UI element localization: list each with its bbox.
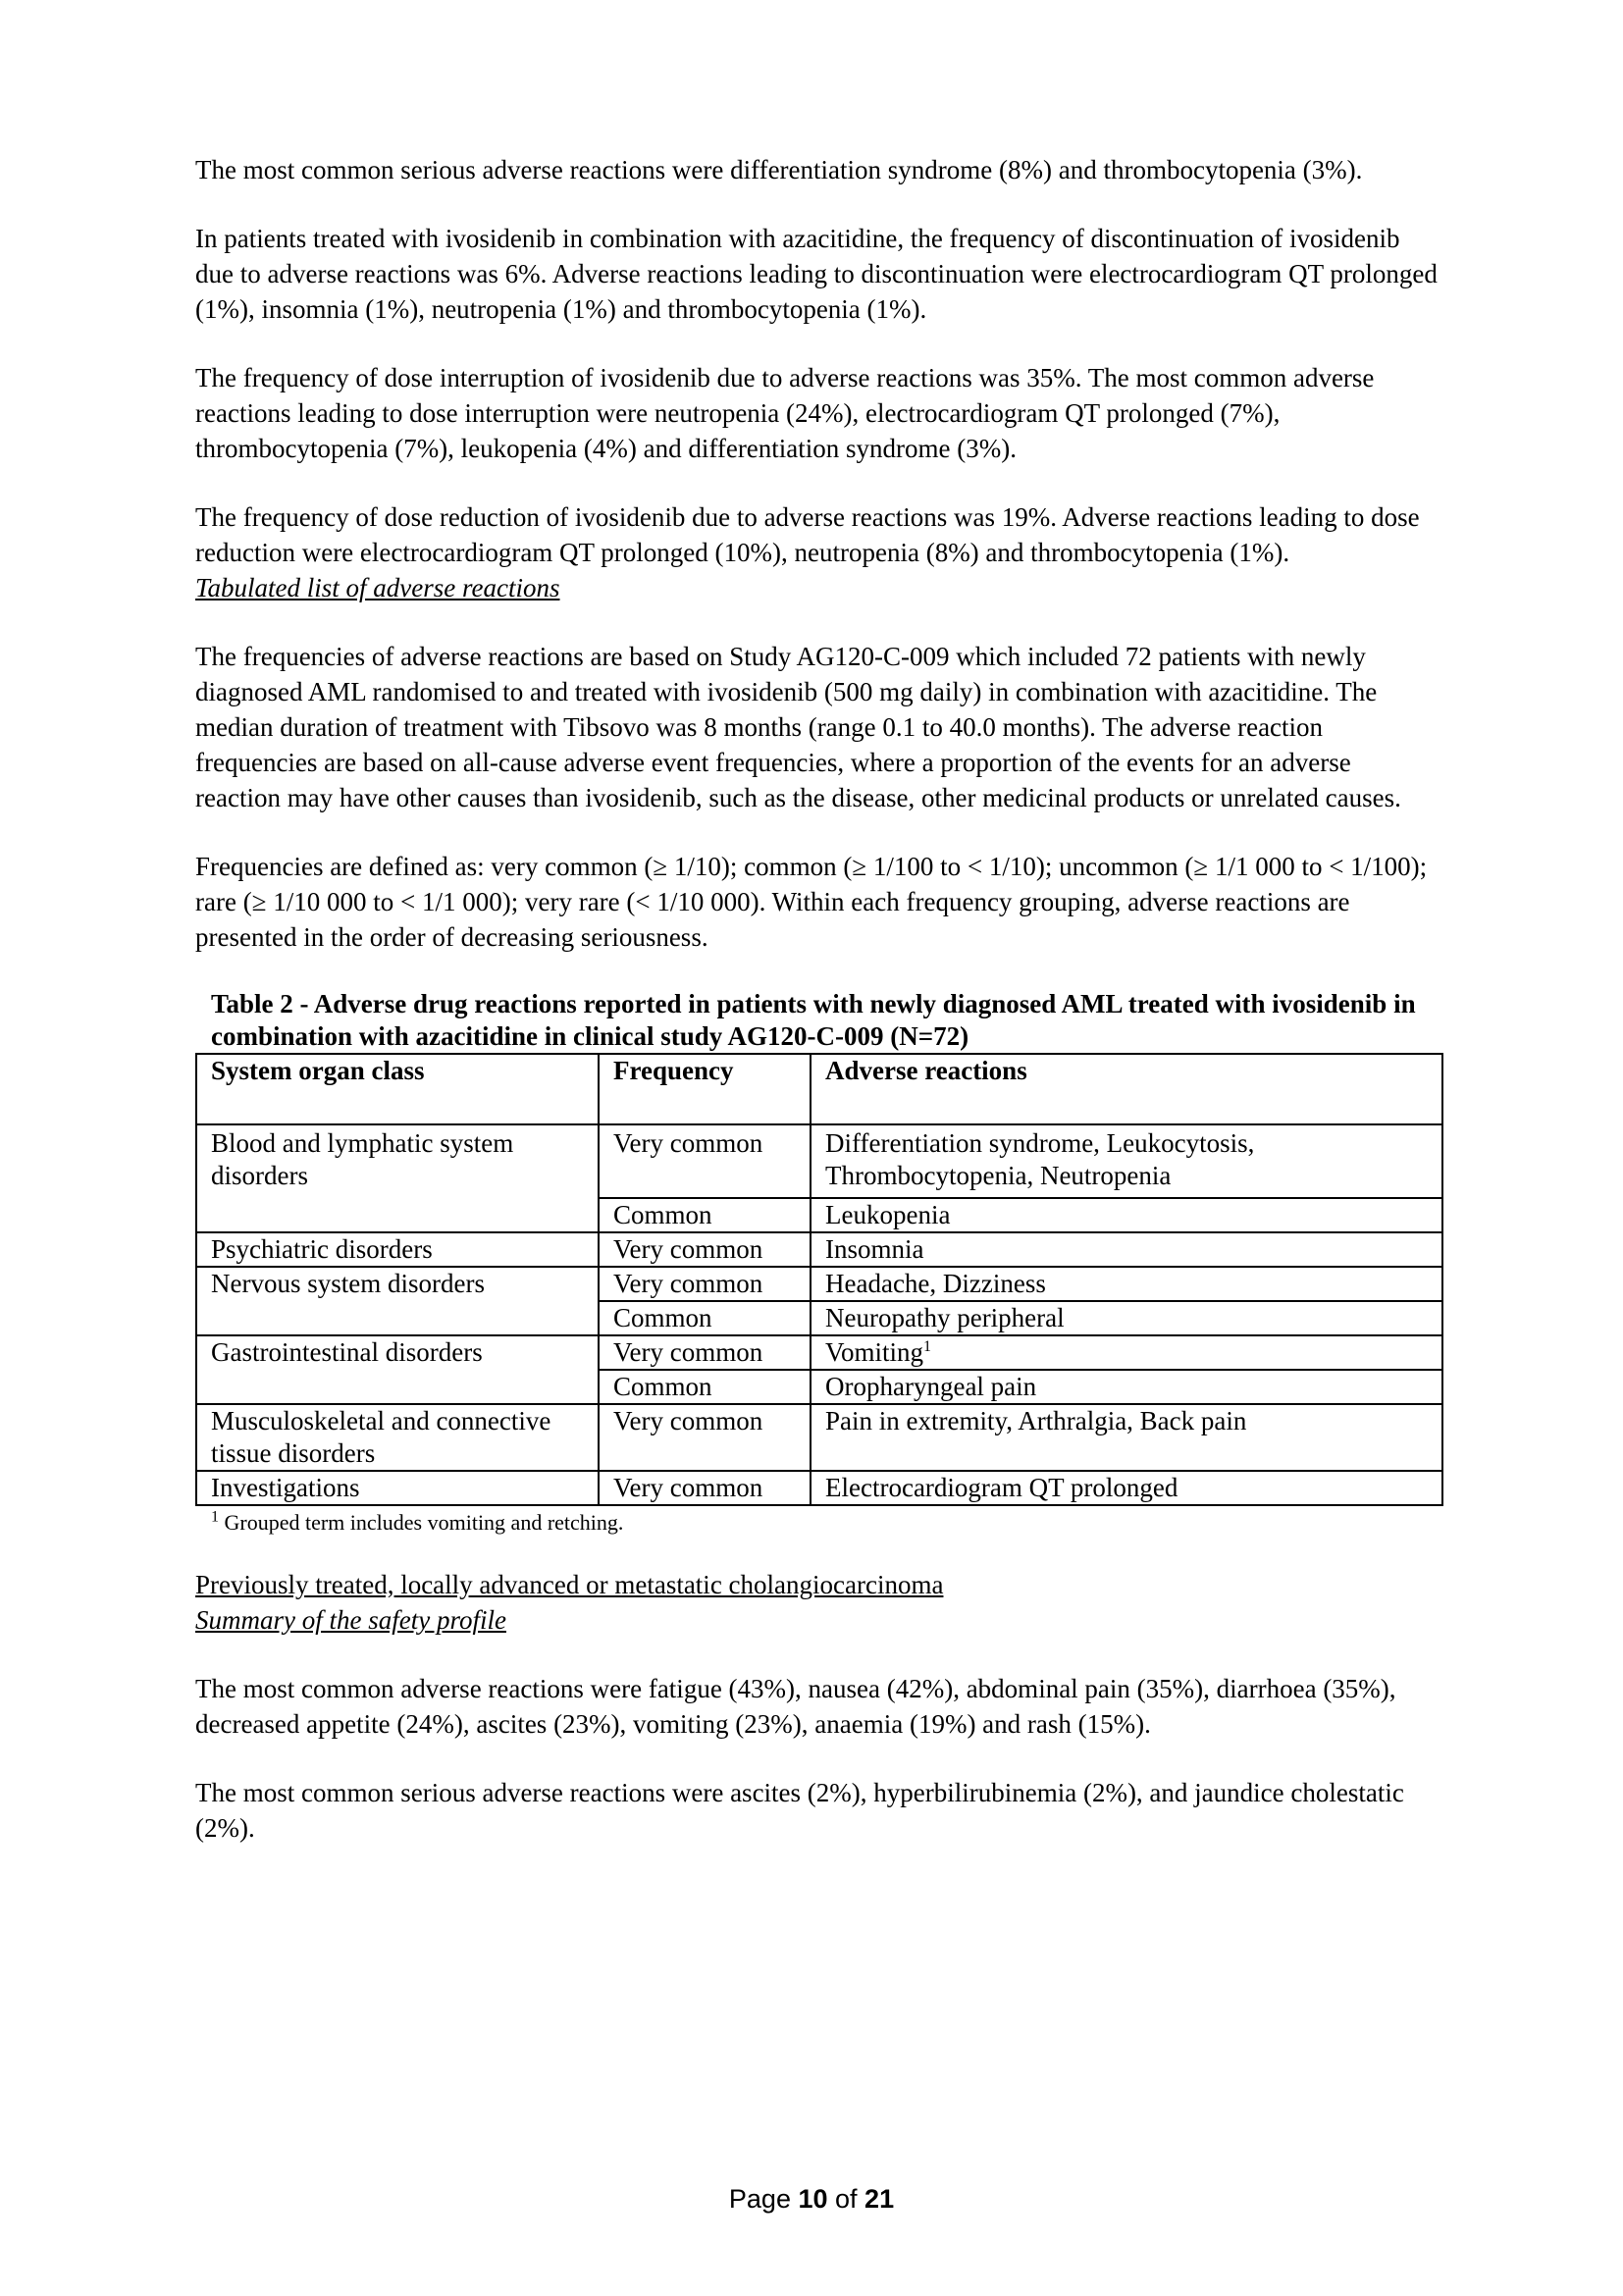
header-system-organ-class: System organ class	[196, 1054, 599, 1124]
paragraph-dose-interruption: The frequency of dose interruption of ivosidenib due to adverse reactions was 35%. The most common adverse reactions leading to dose interruption were neutropenia (24%), electrocardiogram QT prolonged (7%), thrombocytopenia (7%), leukopenia (4%) and differentiation syndrome (3%).	[195, 363, 1375, 463]
cell-soc: Investigations	[196, 1471, 599, 1505]
cell-frequency: Common	[599, 1301, 811, 1335]
page-current: 10	[798, 2184, 828, 2214]
cell-soc	[196, 1301, 599, 1335]
cell-reactions: Electrocardiogram QT prolonged	[811, 1471, 1442, 1505]
table-footnote	[211, 1508, 1441, 1538]
cell-reactions: Leukopenia	[811, 1198, 1442, 1232]
page-prefix: Page	[728, 2184, 799, 2214]
cell-reactions: Insomnia	[811, 1232, 1442, 1267]
heading-tabulated-list: Tabulated list of adverse reactions	[195, 573, 560, 602]
heading-safety-profile-summary: Summary of the safety profile	[195, 1605, 506, 1635]
header-frequency: Frequency	[599, 1054, 811, 1124]
table-row	[196, 1267, 1442, 1301]
adverse-reactions-table	[195, 1053, 1443, 1506]
paragraph-dose-reduction: The frequency of dose reduction of ivosidenib due to adverse reactions was 19%. Adverse reactions leading to dose reduction were electrocardiogram QT prolonged (10%), neutropenia (8%) and thrombocytopenia (1%).	[195, 502, 1420, 567]
table-caption: Table 2 - Adverse drug reactions reported in patients with newly diagnosed AML treated with ivosidenib in combination with azacitidine in clinical study AG120-C-009 (N=72)	[211, 989, 1416, 1051]
footnote-text: Grouped term includes vomiting and retching.	[219, 1510, 624, 1535]
paragraph-frequencies-basis: The frequencies of adverse reactions are based on Study AG120-C-009 which included 72 patients with newly diagnosed AML randomised to and treated with ivosidenib (500 mg daily) in combination with azacitidine. The median duration of treatment with Tibsovo was 8 months (range 0.1 to 40.0 months). The adverse reaction frequencies are based on all-cause adverse event frequencies, where a proportion of the events for an adverse reaction may have other causes than ivosidenib, such as the disease, other medicinal products or unrelated causes.	[195, 642, 1401, 812]
cell-soc: Gastrointestinal disorders	[196, 1335, 599, 1370]
table-row	[196, 1471, 1442, 1505]
cell-frequency: Common	[599, 1198, 811, 1232]
page-middle: of	[827, 2184, 865, 2214]
table-row	[196, 1404, 1442, 1471]
page-footer	[0, 2184, 1623, 2215]
table-row	[196, 1301, 1442, 1335]
cell-soc: Nervous system disorders	[196, 1267, 599, 1301]
cell-reactions	[811, 1335, 1442, 1370]
table-row	[196, 1198, 1442, 1232]
cell-soc	[196, 1370, 599, 1404]
header-adverse-reactions: Adverse reactions	[811, 1054, 1442, 1124]
paragraph-serious-adverse-reactions: The most common serious adverse reactions were differentiation syndrome (8%) and thrombocytopenia (3%).	[195, 155, 1363, 184]
footnote-marker: 1	[211, 1508, 219, 1526]
cell-reactions: Headache, Dizziness	[811, 1267, 1442, 1301]
document-page	[195, 152, 1441, 1846]
cell-frequency: Very common	[599, 1335, 811, 1370]
table-header-row	[196, 1054, 1442, 1124]
cell-frequency: Very common	[599, 1267, 811, 1301]
reaction-text: Vomiting	[825, 1337, 924, 1367]
table-row	[196, 1232, 1442, 1267]
cell-soc: Musculoskeletal and connective tissue disorders	[196, 1404, 599, 1471]
cell-soc	[196, 1198, 599, 1232]
paragraph-discontinuation: In patients treated with ivosidenib in combination with azacitidine, the frequency of discontinuation of ivosidenib due to adverse reactions was 6%. Adverse reactions leading to discontinuation were electrocardiogram QT prolonged (1%), insomnia (1%), neutropenia (1%) and thrombocytopenia (1%).	[195, 224, 1438, 324]
paragraph-common-adverse-reactions: The most common adverse reactions were fatigue (43%), nausea (42%), abdominal pain (35%), diarrhoea (35%), decreased appetite (24%), ascites (23%), vomiting (23%), anaemia (19%) and rash (15%).	[195, 1674, 1396, 1739]
table-row	[196, 1124, 1442, 1198]
cell-soc: Psychiatric disorders	[196, 1232, 599, 1267]
page-total: 21	[864, 2184, 895, 2214]
cell-reactions: Oropharyngeal pain	[811, 1370, 1442, 1404]
heading-cholangiocarcinoma: Previously treated, locally advanced or metastatic cholangiocarcinoma	[195, 1570, 944, 1599]
cell-reactions: Neuropathy peripheral	[811, 1301, 1442, 1335]
cell-frequency: Very common	[599, 1232, 811, 1267]
cell-frequency: Common	[599, 1370, 811, 1404]
footnote-marker: 1	[923, 1338, 932, 1355]
paragraph-frequency-definitions: Frequencies are defined as: very common (≥ 1/10); common (≥ 1/100 to < 1/10); uncommon (≥ 1/1 000 to < 1/100); rare (≥ 1/10 000 to < 1/1 000); very rare (< 1/10 000). Within each frequency grouping, adverse reactions are presented in the order of decreasing seriousness.	[195, 852, 1428, 952]
cell-frequency: Very common	[599, 1404, 811, 1471]
cell-reactions: Pain in extremity, Arthralgia, Back pain	[811, 1404, 1442, 1471]
paragraph-common-serious-reactions: The most common serious adverse reactions were ascites (2%), hyperbilirubinemia (2%), and jaundice cholestatic (2%).	[195, 1778, 1404, 1843]
cell-soc: Blood and lymphatic system disorders	[196, 1124, 599, 1198]
table-row	[196, 1335, 1442, 1370]
cell-reactions: Differentiation syndrome, Leukocytosis, Thrombocytopenia, Neutropenia	[811, 1124, 1442, 1198]
cell-frequency: Very common	[599, 1471, 811, 1505]
table-row	[196, 1370, 1442, 1404]
cell-frequency: Very common	[599, 1124, 811, 1198]
